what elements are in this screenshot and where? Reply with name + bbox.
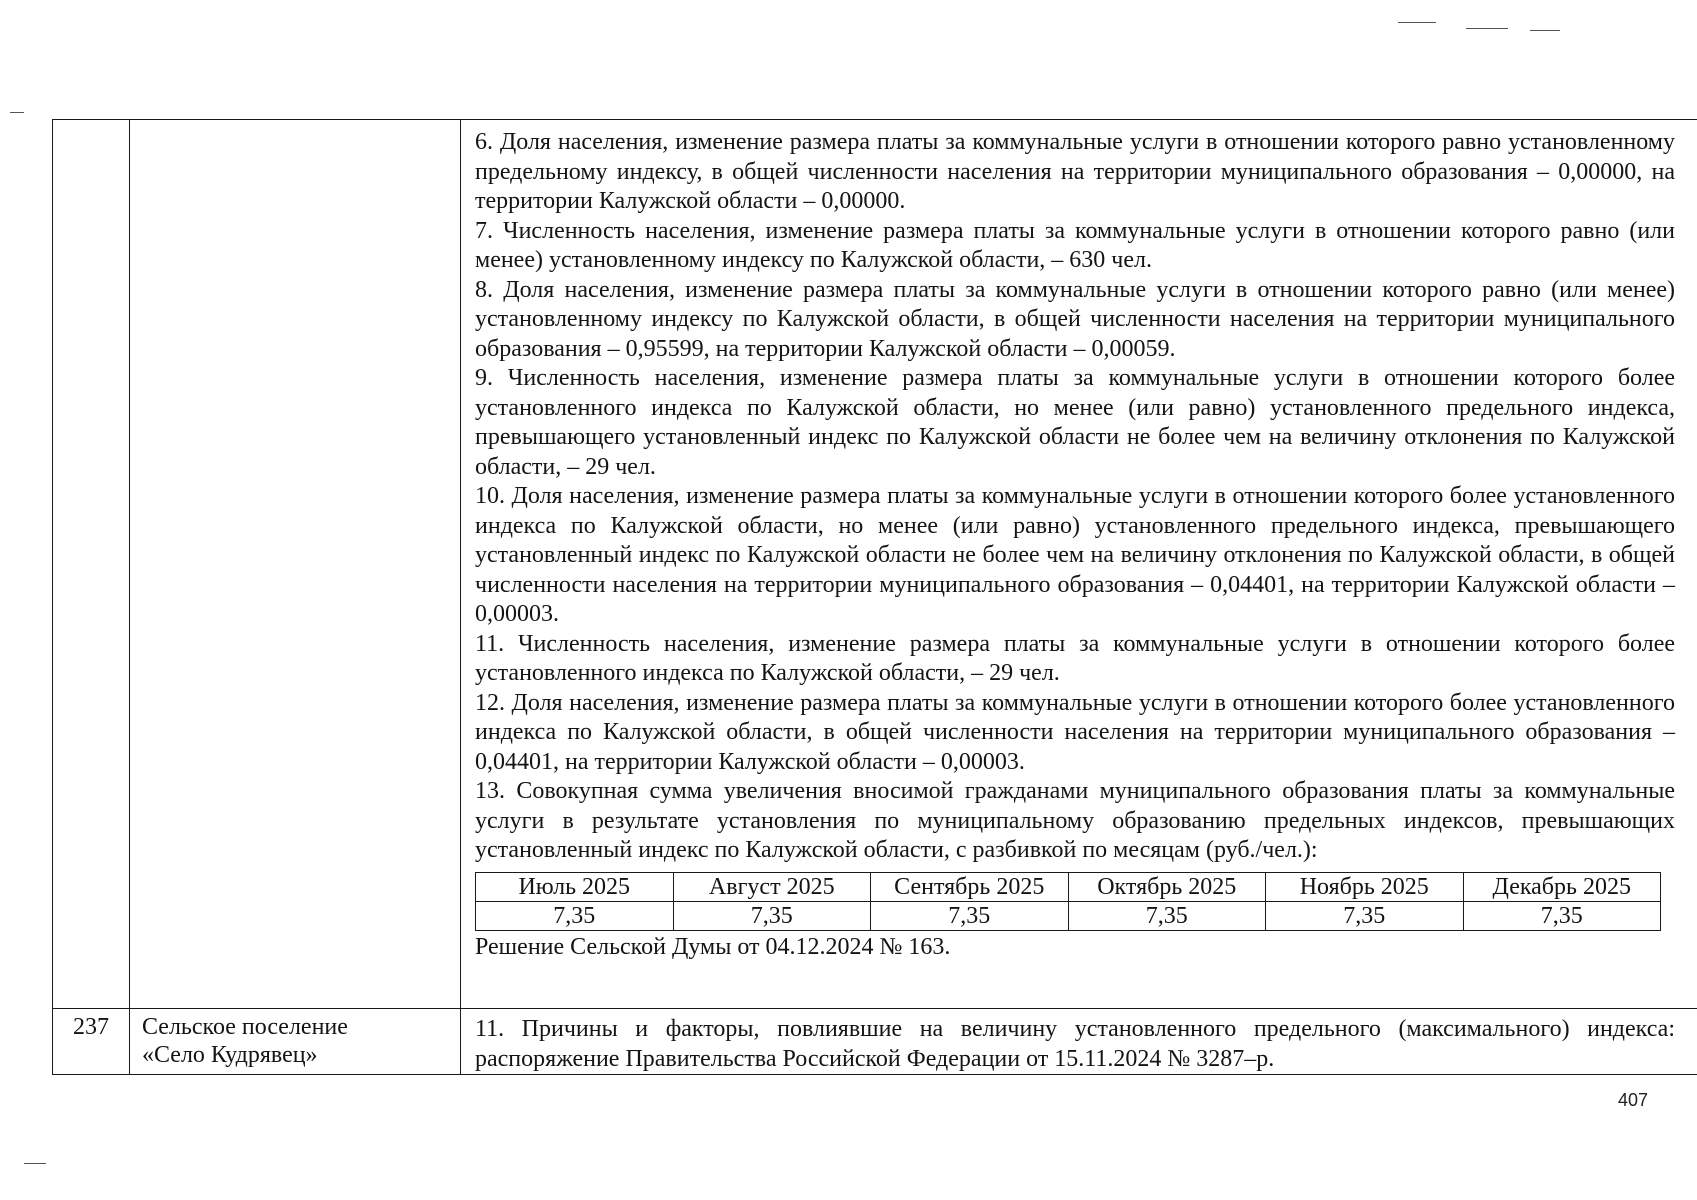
month-value: 7,35 (1463, 901, 1661, 930)
month-value: 7,35 (673, 901, 871, 930)
scan-mark (1530, 30, 1560, 31)
item-6: 6. Доля населения, изменение размера платы за коммунальные услуги в отношении которого равно установленному предельному индексу, в общей численности населения на территории муниципального образования – 0,00000, на территории Калужской области – 0,00000. (475, 129, 1675, 214)
main-table (52, 119, 1697, 1075)
scan-mark (1398, 22, 1436, 23)
month-header: Июль 2025 (476, 872, 674, 901)
page-number: 407 (1618, 1090, 1649, 1110)
month-value: 7,35 (476, 901, 674, 930)
month-value: 7,35 (1068, 901, 1266, 930)
row-number: 237 (53, 1009, 130, 1075)
name-cell-empty (130, 120, 461, 1009)
scan-mark (1466, 28, 1508, 29)
month-header-row (476, 872, 1661, 901)
municipality-name-line1: Сельское поселение (142, 1014, 348, 1040)
item-8: 8. Доля населения, изменение размера платы за коммунальные услуги в отношении которого равно (или менее) установленному индексу по Калужской области, в общей численности населения на территории муниципального образования – 0,95599, на территории Калужской области – 0,00059. (475, 276, 1675, 362)
reason-cell (461, 1009, 1697, 1075)
scan-mark (10, 112, 24, 113)
month-header: Сентябрь 2025 (871, 872, 1069, 901)
text-cell (461, 120, 1697, 1009)
month-value-row (476, 901, 1661, 930)
item-11-reasons: 11. Причины и факторы, повлиявшие на величину установленного предельного (максимального) индекса: распоряжение Правительства Российской Федерации от 15.11.2024 № 3287–р. (475, 1016, 1675, 1072)
item-11: 11. Численность населения, изменение размера платы за коммунальные услуги в отношении которого более установленного индекса по Калужской области, – 29 чел. (475, 630, 1675, 686)
month-header: Август 2025 (673, 872, 871, 901)
month-value: 7,35 (871, 901, 1069, 930)
item-13: 13. Совокупная сумма увеличения вносимой гражданами муниципального образования платы за коммунальные услуги в результате установления по муниципальному образованию предельных индексов, превышающих установленный индекс по Калужской области, с разбивкой по месяцам (руб./чел.): (475, 778, 1675, 863)
item-10: 10. Доля населения, изменение размера платы за коммунальные услуги в отношении которого более установленного индекса по Калужской области, но менее (или равно) установленного предельного индекса, превышающего установленный индекс по Калужской области не более чем на величину отклонения по Калужской области, в общей численности населения на территории муниципального образования – 0,04401, на территории Калужской области – 0,00003. (475, 483, 1675, 627)
scan-mark (24, 1163, 46, 1164)
item-7: 7. Численность населения, изменение размера платы за коммунальные услуги в отношении которого равно (или менее) установленному индексу по Калужской области, – 630 чел. (475, 217, 1675, 273)
monthly-table (475, 872, 1661, 931)
item-9: 9. Численность населения, изменение размера платы за коммунальные услуги в отношении которого более установленного индекса по Калужской области, но менее (или равно) установленного предельного индекса, превышающего установленный индекс по Калужской области не более чем на величину отклонения по Калужской области, – 29 чел. (475, 365, 1675, 480)
municipality-name-line2: «Село Кудрявец» (142, 1042, 318, 1068)
table-row-237 (53, 1009, 1697, 1075)
item-12: 12. Доля населения, изменение размера платы за коммунальные услуги в отношении которого более установленного индекса по Калужской области, в общей численности населения на территории муниципального образования – 0,04401, на территории Калужской области – 0,00003. (475, 689, 1675, 775)
decision-text: Решение Сельской Думы от 04.12.2024 № 163. (475, 933, 951, 960)
table-row-previous (53, 120, 1697, 1009)
municipality-name (130, 1009, 461, 1075)
month-value: 7,35 (1266, 901, 1464, 930)
number-cell-empty (53, 120, 130, 1009)
month-header: Октябрь 2025 (1068, 872, 1266, 901)
month-header: Декабрь 2025 (1463, 872, 1661, 901)
month-header: Ноябрь 2025 (1266, 872, 1464, 901)
